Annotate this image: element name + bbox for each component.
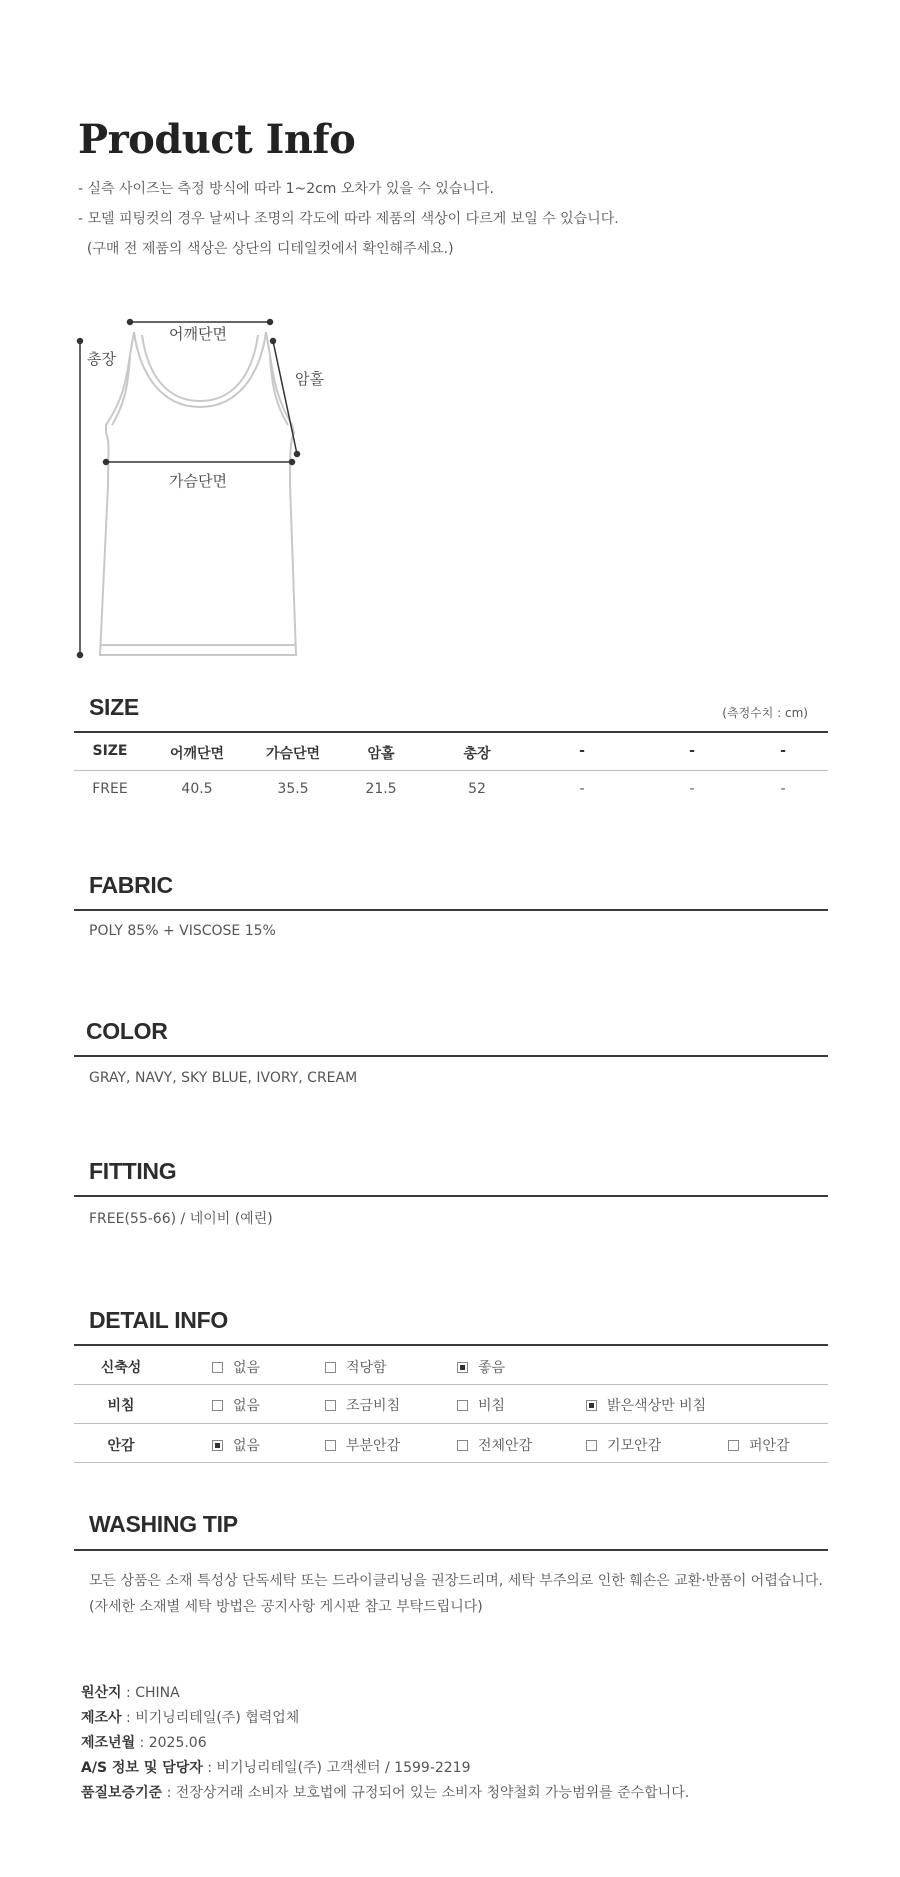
size-section-title: SIZE: [89, 694, 139, 720]
detail-option: 좋음: [457, 1357, 505, 1377]
size-cell-shoulder: 40.5: [181, 781, 213, 797]
checkbox-icon: [457, 1400, 468, 1411]
detail-row-label-lining: 안감: [107, 1438, 135, 1454]
checkbox-icon: [325, 1440, 336, 1451]
detail-option: 없음: [212, 1395, 260, 1415]
color-section-title: COLOR: [86, 1018, 168, 1044]
detail-option: 없음: [212, 1435, 260, 1455]
checkbox-checked-icon: [212, 1440, 223, 1451]
size-header-extra-3: -: [780, 743, 786, 759]
checkbox-icon: [212, 1400, 223, 1411]
detail-option: 부분안감: [325, 1435, 400, 1455]
fabric-section-rule: [74, 909, 828, 911]
detail-option: 전체안감: [457, 1435, 532, 1455]
size-header-length: 총장: [463, 746, 491, 762]
size-cell-extra-3: -: [780, 781, 786, 797]
checkbox-checked-icon: [586, 1400, 597, 1411]
fabric-section-title: FABRIC: [89, 872, 173, 898]
note-line-2: - 모델 피팅컷의 경우 날씨나 조명의 각도에 따라 제품의 색상이 다르게 보일 수 있습니다.: [78, 211, 619, 227]
info-manufacturer: 제조사 : 비기닝리테일(주) 협력업체: [81, 1710, 300, 1726]
detail-option: 밝은색상만 비침: [586, 1395, 706, 1415]
detail-row-label-sheerness: 비침: [107, 1398, 135, 1414]
detail-option: 퍼안감: [728, 1435, 790, 1455]
detail-section-title: DETAIL INFO: [89, 1307, 228, 1333]
size-header-chest: 가슴단면: [265, 746, 321, 762]
size-cell-extra-1: -: [579, 781, 585, 797]
detail-row-divider: [74, 1462, 828, 1463]
size-header-size: SIZE: [92, 743, 128, 759]
checkbox-icon: [586, 1440, 597, 1451]
garment-outline: [100, 332, 296, 655]
size-section-rule: [74, 731, 828, 733]
checkbox-icon: [457, 1440, 468, 1451]
detail-row-label-stretch: 신축성: [100, 1360, 142, 1376]
washing-section-rule: [74, 1549, 828, 1551]
diagram-label-shoulder: 어깨단면: [169, 325, 227, 343]
detail-row-divider: [74, 1384, 828, 1385]
checkbox-checked-icon: [457, 1362, 468, 1373]
size-cell-armhole: 21.5: [365, 781, 397, 797]
color-section-rule: [74, 1055, 828, 1057]
info-manufacture-date: 제조년월 : 2025.06: [81, 1735, 207, 1751]
info-origin: 원산지 : CHINA: [81, 1685, 180, 1701]
diagram-label-chest: 가슴단면: [169, 472, 227, 490]
detail-option: 조금비침: [325, 1395, 400, 1415]
washing-line-1: 모든 상품은 소재 특성상 단독세탁 또는 드라이클리닝을 권장드리며, 세탁 부주의로 인한 훼손은 교환·반품이 어렵습니다.: [89, 1573, 823, 1589]
detail-option: 적당함: [325, 1357, 387, 1377]
size-header-extra-1: -: [579, 743, 585, 759]
detail-option: 비침: [457, 1395, 505, 1415]
fitting-section-rule: [74, 1195, 828, 1197]
size-cell-chest: 35.5: [277, 781, 309, 797]
size-cell-size: FREE: [92, 781, 128, 797]
size-cell-length: 52: [468, 781, 486, 797]
checkbox-icon: [325, 1362, 336, 1373]
size-header-shoulder: 어깨단면: [169, 746, 225, 762]
size-header-divider: [74, 770, 828, 771]
fitting-text: FREE(55-66) / 네이비 (예린): [89, 1211, 273, 1227]
size-header-extra-2: -: [689, 743, 695, 759]
note-line-3: (구매 전 제품의 색상은 상단의 디테일컷에서 확인해주세요.): [78, 241, 454, 257]
diagram-label-armhole: 암홀: [295, 370, 324, 388]
size-unit-note: (측정수치 : cm): [722, 706, 808, 720]
info-quality-standard: 품질보증기준 : 전장상거래 소비자 보호법에 규정되어 있는 소비자 청약철회 가능범위를 준수합니다.: [81, 1785, 690, 1801]
checkbox-icon: [325, 1400, 336, 1411]
checkbox-icon: [728, 1440, 739, 1451]
size-cell-extra-2: -: [689, 781, 695, 797]
color-text: GRAY, NAVY, SKY BLUE, IVORY, CREAM: [89, 1070, 358, 1086]
detail-section-rule: [74, 1344, 828, 1346]
note-line-1: - 실측 사이즈는 측정 방식에 따라 1~2cm 오차가 있을 수 있습니다.: [78, 181, 494, 197]
fabric-text: POLY 85% + VISCOSE 15%: [89, 923, 276, 939]
detail-option: 없음: [212, 1357, 260, 1377]
washing-section-title: WASHING TIP: [89, 1511, 238, 1537]
diagram-label-length: 총장: [87, 350, 116, 368]
page-title: Product Info: [78, 116, 356, 163]
info-as-contact: A/S 정보 및 담당자 : 비기닝리테일(주) 고객센터 / 1599-2219: [81, 1760, 471, 1776]
checkbox-icon: [212, 1362, 223, 1373]
washing-line-2: (자세한 소재별 세탁 방법은 공지사항 게시판 참고 부탁드립니다): [89, 1599, 483, 1615]
size-header-armhole: 암홀: [367, 746, 395, 762]
detail-option: 기모안감: [586, 1435, 661, 1455]
fitting-section-title: FITTING: [89, 1158, 177, 1184]
detail-row-divider: [74, 1423, 828, 1424]
